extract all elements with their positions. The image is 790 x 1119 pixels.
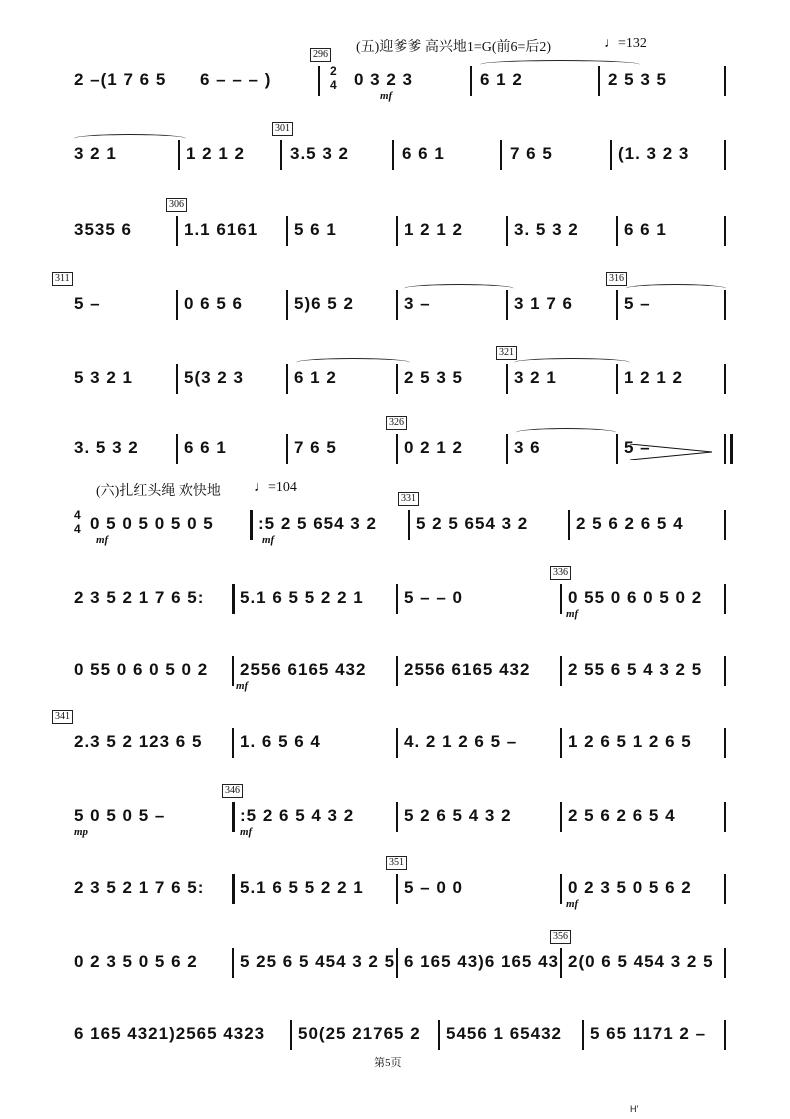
measure: (1. 3 2 3 xyxy=(618,144,690,163)
slur xyxy=(626,284,726,293)
barline xyxy=(286,364,288,394)
barline xyxy=(506,434,508,464)
measure: 3.5 3 2 xyxy=(290,144,349,163)
measure: 5 0 5 0 5 – xyxy=(74,806,166,825)
measure: 1 2 1 2 xyxy=(624,368,683,387)
barline xyxy=(396,656,398,686)
barline xyxy=(286,434,288,464)
measure: 0 3 2 3 xyxy=(354,70,413,89)
barline xyxy=(616,290,618,320)
measure: 4. 2 1 2 6 5 – xyxy=(404,732,518,751)
tempo-marking-5: ♩=132 xyxy=(604,36,647,51)
slur xyxy=(404,284,514,293)
page-number: 第5页 xyxy=(374,1057,402,1069)
barline xyxy=(724,140,726,170)
measure: 5 – – 0 xyxy=(404,588,463,607)
measure: 5 2 6 5 4 3 2 xyxy=(404,806,512,825)
barline xyxy=(560,948,562,978)
dynamic-marking: mf xyxy=(240,826,253,838)
measure: 1.1 6161 xyxy=(184,220,259,239)
measure-number: 336 xyxy=(550,566,571,580)
measure: 7 6 5 xyxy=(294,438,337,457)
barline xyxy=(176,216,178,246)
measure: 1 2 6 5 1 2 6 5 xyxy=(568,732,692,751)
barline xyxy=(318,66,320,96)
decrescendo-hairpin xyxy=(630,444,714,460)
score-row-2 xyxy=(0,123,790,176)
measure-number: 321 xyxy=(496,346,517,360)
measure: 2(0 6 5 454 3 2 5 xyxy=(568,952,714,971)
dynamic-marking: mf xyxy=(380,90,393,102)
barline xyxy=(506,364,508,394)
section-title-6: (六)扎红头绳 欢快地 xyxy=(96,484,221,499)
barline xyxy=(724,290,726,320)
measure-number: 316 xyxy=(606,272,627,286)
measure: 3535 6 xyxy=(74,220,132,239)
measure: 2 3 5 2 1 7 6 5: xyxy=(74,588,205,607)
barline xyxy=(500,140,502,170)
score-row-9 xyxy=(0,652,790,692)
barline xyxy=(396,874,398,904)
barline xyxy=(176,290,178,320)
measure: 5 – xyxy=(624,294,651,313)
measure: 0 55 0 6 0 5 0 2 xyxy=(74,660,209,679)
barline xyxy=(568,510,570,540)
barline xyxy=(506,290,508,320)
measure: 5 25 6 5 454 3 2 5 xyxy=(240,952,396,971)
measure: 2 –(1 7 6 5 xyxy=(74,70,167,89)
barline xyxy=(560,584,562,614)
repeat-barline xyxy=(232,802,235,832)
barline xyxy=(286,216,288,246)
time-signature-top: 4 xyxy=(74,508,81,522)
barline xyxy=(616,434,618,464)
score-row-6 xyxy=(0,417,790,470)
measure: 2 5 3 5 xyxy=(404,368,463,387)
barline xyxy=(396,948,398,978)
barline xyxy=(560,874,562,904)
barline xyxy=(408,510,410,540)
measure-number: 351 xyxy=(386,856,407,870)
score-row-12 xyxy=(0,857,790,910)
barline xyxy=(176,364,178,394)
barline xyxy=(232,656,234,686)
measure: 5.1 6 5 5 2 2 1 xyxy=(240,588,364,607)
measure: 3 – xyxy=(404,294,431,313)
repeat-barline xyxy=(232,874,235,904)
measure: 0 2 3 5 0 5 6 2 xyxy=(568,878,692,897)
measure: 6 165 4321)2565 4323 xyxy=(74,1024,266,1043)
slur xyxy=(296,358,410,367)
time-signature xyxy=(74,508,81,536)
barline xyxy=(396,728,398,758)
measure-number: 311 xyxy=(52,272,73,286)
measure: 3 6 xyxy=(514,438,541,457)
tempo-marking-6: ♩=104 xyxy=(254,480,297,495)
barline xyxy=(392,140,394,170)
section-title-5: (五)迎爹爹 高兴地1=G(前6=后2) xyxy=(356,40,552,55)
measure: 6 6 1 xyxy=(184,438,227,457)
barline xyxy=(724,216,726,246)
measure-number: 326 xyxy=(386,416,407,430)
measure: :5 2 6 5 4 3 2 xyxy=(240,806,355,825)
barline xyxy=(232,948,234,978)
measure: 2 5 6 2 6 5 4 xyxy=(568,806,676,825)
measure: 2556 6165 432 xyxy=(240,660,367,679)
measure: 6 – – – ) xyxy=(200,70,272,89)
measure-number: 306 xyxy=(166,198,187,212)
barline xyxy=(724,802,726,832)
measure: 2 3 5 2 1 7 6 5: xyxy=(74,878,205,897)
measure: 3 1 7 6 xyxy=(514,294,573,313)
barline xyxy=(598,66,600,96)
measure: 5.1 6 5 5 2 2 1 xyxy=(240,878,364,897)
barline xyxy=(396,364,398,394)
score-row-1 xyxy=(0,49,790,102)
measure: 6 1 2 xyxy=(480,70,523,89)
barline xyxy=(610,140,612,170)
barline xyxy=(724,948,726,978)
time-signature-bottom: 4 xyxy=(330,78,337,92)
barline xyxy=(470,66,472,96)
measure: 50(25 21765 2 xyxy=(298,1024,421,1043)
measure: :5 2 5 654 3 2 xyxy=(258,514,377,533)
measure: 0 5 0 5 0 5 0 5 xyxy=(90,514,214,533)
repeat-barline xyxy=(250,510,253,540)
barline xyxy=(724,364,726,394)
measure: 6 1 2 xyxy=(294,368,337,387)
measure: 1 2 1 2 xyxy=(404,220,463,239)
measure-number: 346 xyxy=(222,784,243,798)
barline xyxy=(724,584,726,614)
barline xyxy=(724,434,726,464)
barline xyxy=(724,728,726,758)
slur xyxy=(516,428,616,437)
barline xyxy=(176,434,178,464)
measure: 0 6 5 6 xyxy=(184,294,243,313)
score-row-13 xyxy=(0,931,790,984)
measure-number: 341 xyxy=(52,710,73,724)
measure: 5 6 1 xyxy=(294,220,337,239)
dynamic-marking: mf xyxy=(262,534,275,546)
measure: 5)6 5 2 xyxy=(294,294,354,313)
barline xyxy=(286,290,288,320)
score-row-4 xyxy=(0,273,790,326)
barline xyxy=(438,1020,440,1050)
barline xyxy=(396,584,398,614)
barline xyxy=(560,656,562,686)
measure: 5 3 2 1 xyxy=(74,368,133,387)
measure: 5 – xyxy=(74,294,101,313)
measure: 2 5 3 5 xyxy=(608,70,667,89)
barline xyxy=(396,290,398,320)
barline xyxy=(616,216,618,246)
measure-number: 301 xyxy=(272,122,293,136)
measure-number: 356 xyxy=(550,930,571,944)
measure: 5 65 1171 2 – xyxy=(590,1024,707,1043)
measure: 5 – xyxy=(624,438,651,457)
barline xyxy=(280,140,282,170)
barline xyxy=(616,364,618,394)
measure: 7 6 5 xyxy=(510,144,553,163)
barline xyxy=(724,874,726,904)
measure: 1. 6 5 6 4 xyxy=(240,732,321,751)
measure: 3. 5 3 2 xyxy=(514,220,579,239)
measure: 0 55 0 6 0 5 0 2 xyxy=(568,588,703,607)
measure: 5(3 2 3 xyxy=(184,368,244,387)
measure: 0 2 3 5 0 5 6 2 xyxy=(74,952,198,971)
measure-number: 331 xyxy=(398,492,419,506)
barline xyxy=(724,656,726,686)
barline xyxy=(582,1020,584,1050)
barline xyxy=(290,1020,292,1050)
score-row-5 xyxy=(0,347,790,400)
dynamic-marking: mf xyxy=(566,898,579,910)
measure: 5 – 0 0 xyxy=(404,878,463,897)
barline xyxy=(724,1020,726,1050)
time-signature-bottom: 4 xyxy=(74,522,81,536)
measure: 3 2 1 xyxy=(514,368,557,387)
measure: 3 2 1 xyxy=(74,144,117,163)
measure: 0 2 1 2 xyxy=(404,438,463,457)
dynamic-marking: mf xyxy=(96,534,109,546)
score-row-10 xyxy=(0,711,790,764)
measure: 6 165 43)6 165 43 xyxy=(404,952,560,971)
score-row-8 xyxy=(0,567,790,620)
corner-mark: H' xyxy=(630,1104,639,1114)
slur xyxy=(514,358,630,367)
barline xyxy=(232,728,234,758)
dynamic-marking: mf xyxy=(236,680,249,692)
time-signature-top: 2 xyxy=(330,64,337,78)
measure: 2556 6165 432 xyxy=(404,660,531,679)
score-row-7 xyxy=(0,493,790,546)
measure: 2 5 6 2 6 5 4 xyxy=(576,514,684,533)
final-barline xyxy=(730,434,733,464)
barline xyxy=(396,434,398,464)
barline xyxy=(724,66,726,96)
barline xyxy=(506,216,508,246)
measure: 1 2 1 2 xyxy=(186,144,245,163)
measure: 2 55 6 5 4 3 2 5 xyxy=(568,660,703,679)
repeat-barline xyxy=(232,584,235,614)
barline xyxy=(178,140,180,170)
dynamic-marking: mp xyxy=(74,826,89,838)
score-row-3 xyxy=(0,199,790,252)
barline xyxy=(724,510,726,540)
barline xyxy=(396,802,398,832)
measure: 2.3 5 2 123 6 5 xyxy=(74,732,203,751)
measure-number: 296 xyxy=(310,48,331,62)
score-row-11 xyxy=(0,785,790,838)
measure: 5456 1 65432 xyxy=(446,1024,562,1043)
dynamic-marking: mf xyxy=(566,608,579,620)
measure: 6 6 1 xyxy=(402,144,445,163)
slur xyxy=(74,134,186,143)
slur xyxy=(480,60,640,69)
measure: 5 2 5 654 3 2 xyxy=(416,514,529,533)
measure: 3. 5 3 2 xyxy=(74,438,139,457)
barline xyxy=(560,802,562,832)
barline xyxy=(560,728,562,758)
time-signature xyxy=(330,64,337,92)
score-row-14 xyxy=(0,1016,790,1056)
measure: 6 6 1 xyxy=(624,220,667,239)
barline xyxy=(396,216,398,246)
